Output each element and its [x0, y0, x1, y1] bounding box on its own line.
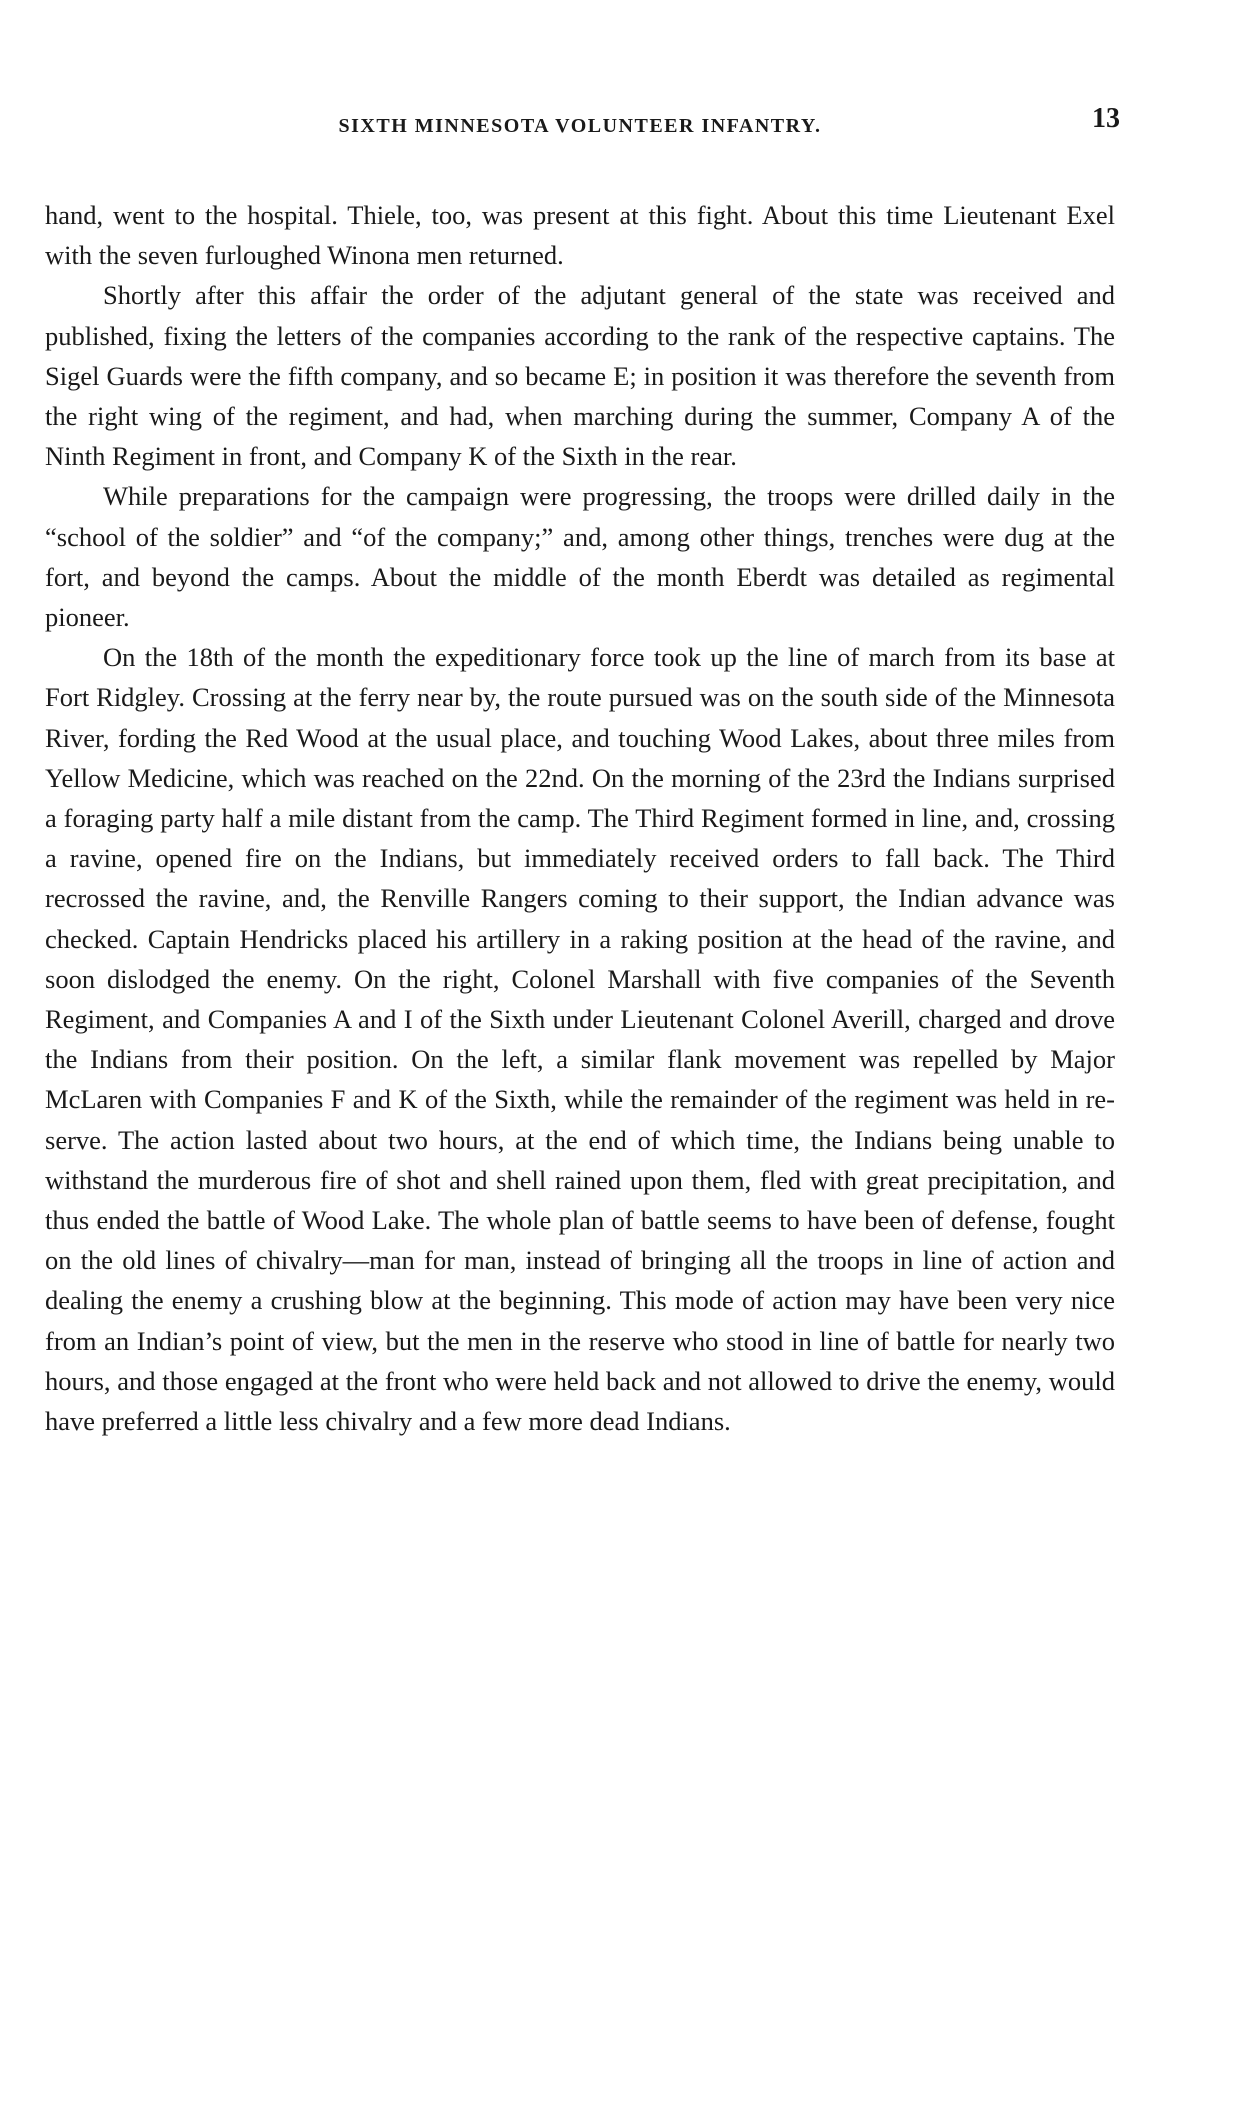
running-head — [45, 95, 1120, 155]
page-number: 13 — [1092, 103, 1120, 134]
body-text — [45, 195, 1115, 1441]
running-title: SIXTH MINNESOTA VOLUNTEER INFANTRY. — [338, 115, 822, 137]
paragraph-company-letters: Shortly after this affair the order of the adjutant general of the state was received and published, fixing the letters of the companies according to the rank of the respective captains. The Sigel Guards were the fifth company, and so became E; in position it was therefore the seventh from the right wing of the regiment, and had, when marching during the summer, Company A of the Ninth Regiment in front, and Company K of the Sixth in the rear. — [45, 280, 1115, 472]
book-page — [45, 95, 1120, 1441]
paragraph-battle-of-wood-lake: On the 18th of the month the expeditionary force took up the line of march from its base at Fort Ridgley. Crossing at the ferry near by, the route pursued was on the south side of the Minnesota River, fording the Red Wood at the usual place, and touching Wood Lakes, about three miles from Yellow Medicine, which was reached on the 22nd. On the morning of the 23rd the Indians surprised a foraging party half a mile distant from the camp. The Third Regiment formed in line, and, crossing a ravine, opened fire on the Indians, but immediately received orders to fall back. The Third recrossed the ravine, and, the Renville Rangers coming to their support, the Indian advance was checked. Captain Hendricks placed his artillery in a raking position at the head of the ravine, and soon dislodged the enemy. On the right, Colonel Marshall with five companies of the Seventh Regiment, and Companies A and I of the Sixth under Lieutenant Colonel Averill, charged and drove the Indians from their position. On the left, a similar flank movement was repelled by Major McLaren with Companies F and K of the Sixth, while the remainder of the regiment was held in reserve. The action lasted about two hours, at the end of which time, the Indians being unable to withstand the murderous fire of shot and shell rained upon them, fled with great precipitation, and thus ended the battle of Wood Lake. The whole plan of battle seems to have been of defense, fought on the old lines of chivalry—man for man, instead of bringing all the troops in line of action and dealing the enemy a crushing blow at the beginning. This mode of action may have been very nice from an Indian’s point of view, but the men in the reserve who stood in line of battle for nearly two hours, and those engaged at the front who were held back and not allowed to drive the enemy, would have preferred a little less chivalry and a few more dead Indians. — [45, 642, 1115, 1437]
paragraph-continued: hand, went to the hospital. Thiele, too, was present at this fight. About this time Lieutenant Exel with the seven furloughed Winona men returned. — [45, 200, 1115, 271]
paragraph-drill-preparations: While preparations for the campaign were progressing, the troops were drilled daily in the “school of the soldier” and “of the company;” and, among other things, trenches were dug at the fort, and beyond the camps. About the middle of the month Eberdt was detailed as regimental pioneer. — [45, 481, 1115, 633]
